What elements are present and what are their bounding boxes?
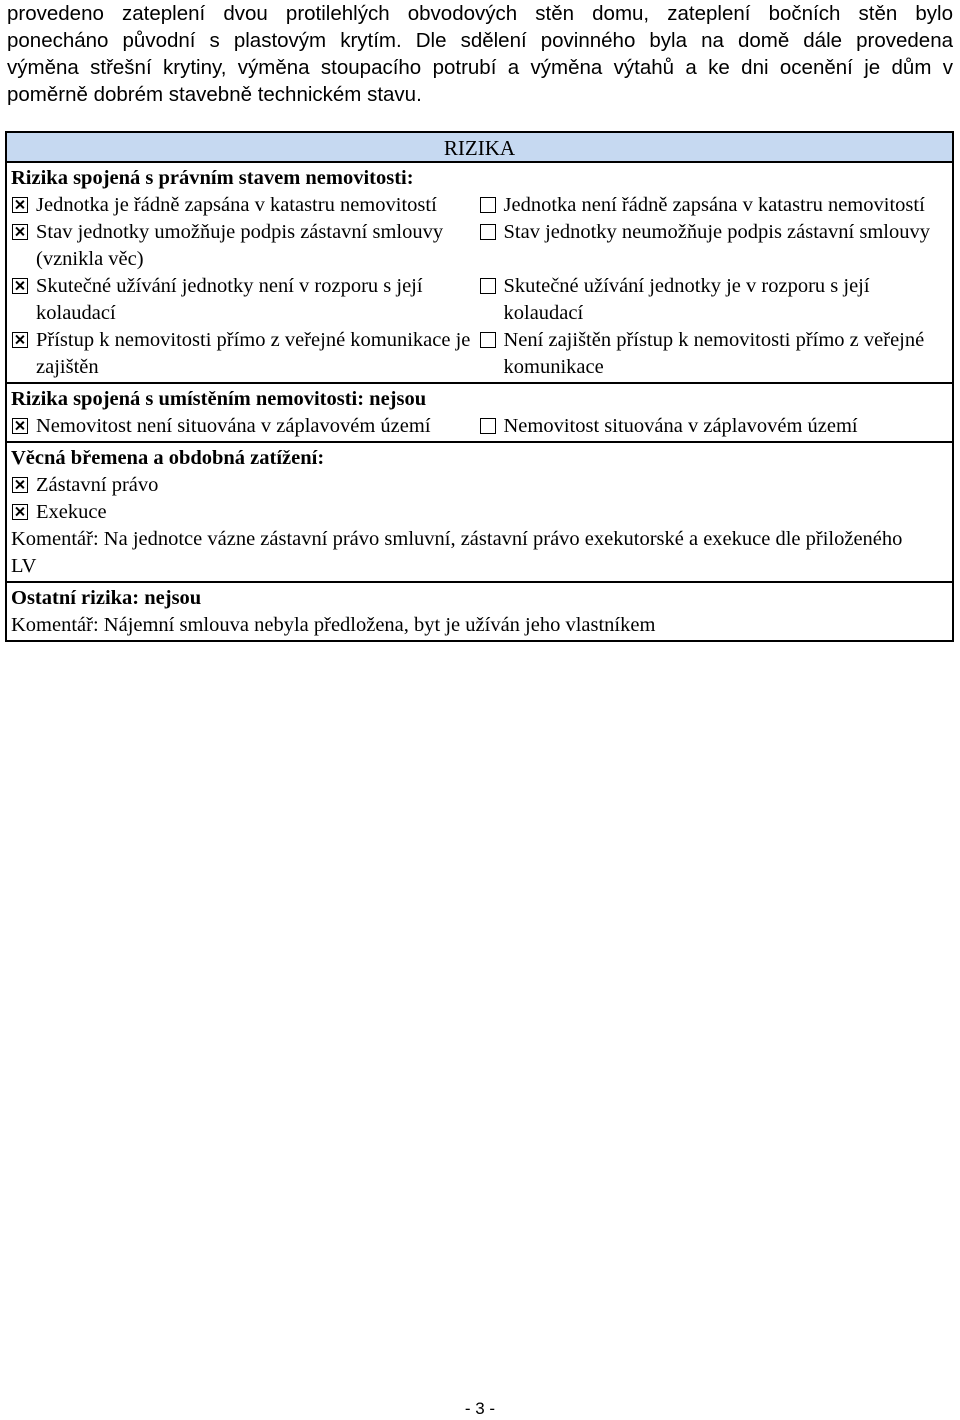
risk-row bbox=[11, 192, 948, 219]
risk-option-left bbox=[11, 327, 479, 381]
checked-checkbox-icon[interactable] bbox=[12, 197, 28, 213]
empty-checkbox-icon[interactable] bbox=[480, 197, 496, 213]
location-risks-heading: Rizika spojená s umístěním nemovitosti: nejsou bbox=[11, 388, 427, 410]
risk-option-left bbox=[11, 273, 479, 327]
risks-table bbox=[5, 131, 954, 642]
checked-checkbox-icon[interactable] bbox=[12, 332, 28, 348]
risks-title: RIZIKA bbox=[7, 133, 952, 163]
easement-item bbox=[11, 499, 948, 526]
risk-option-label: Nemovitost není situována v záplavovém území bbox=[36, 415, 431, 437]
legal-risks-heading: Rizika spojená s právním stavem nemovitosti: bbox=[11, 167, 414, 189]
risk-option-label: Přístup k nemovitosti přímo z veřejné komunikace je zajištěn bbox=[36, 329, 471, 378]
risk-option-label: Nemovitost situována v záplavovém území bbox=[503, 415, 858, 437]
risk-option-left bbox=[11, 192, 479, 219]
intro-line: provedeno zateplení dvou protilehlých obvodových stěn domu, zateplení bočních stěn bylo bbox=[7, 2, 953, 25]
easements-comment: Komentář: Na jednotce vázne zástavní právo smluvní, zástavní právo exekutorské a exekuce dle přiloženého LV bbox=[11, 528, 903, 577]
easement-item bbox=[11, 472, 948, 499]
risk-option-label: Jednotka není řádně zapsána v katastru nemovitostí bbox=[503, 194, 925, 216]
risk-option-right bbox=[479, 327, 949, 381]
risk-option-right bbox=[479, 273, 949, 327]
risk-option-left bbox=[11, 219, 479, 273]
intro-line: ponecháno původní s plastovým krytím. Dle sdělení povinného byla na domě dále provedena bbox=[7, 29, 953, 52]
risk-option-label: Není zajištěn přístup k nemovitosti přímo z veřejné komunikace bbox=[503, 329, 925, 378]
location-risks-section bbox=[7, 384, 952, 443]
risk-option-label: Jednotka je řádně zapsána v katastru nemovitostí bbox=[36, 194, 437, 216]
other-risks-heading: Ostatní rizika: nejsou bbox=[11, 587, 202, 609]
risk-option-left bbox=[11, 413, 479, 440]
risk-option-right bbox=[479, 192, 949, 219]
intro-paragraph bbox=[7, 0, 953, 108]
risk-option-right bbox=[479, 413, 949, 440]
checked-checkbox-icon[interactable] bbox=[12, 418, 28, 434]
risk-option-label: Stav jednotky umožňuje podpis zástavní smlouvy (vznikla věc) bbox=[36, 221, 444, 270]
risk-option-label: Skutečné užívání jednotky je v rozporu s její kolaudací bbox=[503, 275, 870, 324]
checked-checkbox-icon[interactable] bbox=[12, 278, 28, 294]
easement-label: Zástavní právo bbox=[36, 474, 159, 496]
risk-row bbox=[11, 413, 948, 440]
checked-checkbox-icon[interactable] bbox=[12, 477, 28, 493]
checked-checkbox-icon[interactable] bbox=[12, 504, 28, 520]
risk-option-label: Stav jednotky neumožňuje podpis zástavní smlouvy bbox=[503, 221, 930, 243]
risk-row bbox=[11, 273, 948, 327]
risk-row bbox=[11, 327, 948, 381]
easements-section bbox=[7, 443, 952, 583]
legal-risks-section bbox=[7, 163, 952, 384]
risk-option-label: Skutečné užívání jednotky není v rozporu s její kolaudací bbox=[36, 275, 423, 324]
risk-option-right bbox=[479, 219, 949, 273]
empty-checkbox-icon[interactable] bbox=[480, 224, 496, 240]
empty-checkbox-icon[interactable] bbox=[480, 332, 496, 348]
page-number: - 3 - bbox=[464, 1399, 496, 1418]
checked-checkbox-icon[interactable] bbox=[12, 224, 28, 240]
easements-heading: Věcná břemena a obdobná zatížení: bbox=[11, 447, 325, 469]
intro-line: poměrně dobrém stavebně technickém stavu. bbox=[7, 83, 422, 106]
risk-row bbox=[11, 219, 948, 273]
intro-line: výměna střešní krytiny, výměna stoupacího potrubí a výměna výtahů a ke dni ocenění je dům v bbox=[7, 56, 953, 79]
empty-checkbox-icon[interactable] bbox=[480, 418, 496, 434]
other-risks-comment: Komentář: Nájemní smlouva nebyla předložena, byt je užíván jeho vlastníkem bbox=[11, 614, 656, 636]
easement-label: Exekuce bbox=[36, 501, 107, 523]
empty-checkbox-icon[interactable] bbox=[480, 278, 496, 294]
other-risks-section bbox=[7, 583, 952, 640]
